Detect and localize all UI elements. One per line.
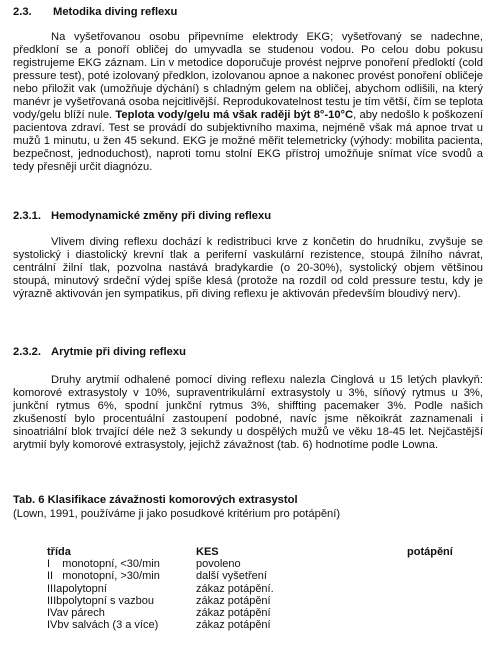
- cell-potapeni: [407, 570, 487, 582]
- section-heading-2-3-1: [13, 210, 271, 222]
- table-row: [47, 607, 487, 619]
- table-row: [47, 570, 487, 582]
- section-title: Arytmie při diving reflexu: [51, 346, 186, 358]
- section-number: 2.3.2.: [13, 346, 41, 358]
- cell-potapeni: [407, 595, 487, 607]
- cell-kes: povoleno: [196, 558, 241, 571]
- cell-potapeni: [407, 607, 487, 619]
- paragraph-text: Druhy arytmií odhalené pomocí diving reflexu nalezla Cinglová u 15 letých plavkyň: komorové extrasystoly v 10%, supraventrikulární extrasystoly u 3%, síňový rytmus u 3%, junkční rytmus 6%, spodní junkční rytmus 3%, shiffting pacemaker 3%. Podle našich zkušeností bylo procentuální zastoupení podobné, navíc jsme někoikrát zaznamenali i sinoatriální blok trvající déle než 3 sekundy u dospělých mužů ve věku 18-45 let. Nejčastější arytmií byly komorové extrasystoly, jejichž závažnost (tab. 6) hodnotíme podle Lowna.: [13, 374, 483, 451]
- paragraph-metodika: [13, 31, 483, 174]
- cell-trida: IIIbpolytopní s vazbou: [47, 594, 155, 607]
- paragraph-arytmie: [13, 374, 483, 452]
- cell-kes: zákaz potápění: [196, 619, 271, 632]
- cell-kes: zákaz potápění.: [196, 582, 274, 595]
- cell-kes: zákaz potápění: [196, 606, 271, 619]
- section-number: 2.3.1.: [13, 210, 41, 222]
- bold-text: Teplota vody/gelu má však raději být 8°-10°C: [115, 109, 354, 121]
- section-title: Hemodynamické změny při diving reflexu: [51, 210, 272, 222]
- cell-trida: II monotopní, >30/min: [47, 570, 160, 583]
- table-row: [47, 619, 487, 631]
- table-header-row: [47, 546, 487, 558]
- section-number: 2.3.: [13, 6, 32, 18]
- section-heading-2-3-2: [13, 346, 186, 358]
- table-row: [47, 558, 487, 570]
- table-row: [47, 595, 487, 607]
- section-title: Metodika diving reflexu: [53, 6, 178, 18]
- paragraph-text: Vlivem diving reflexu dochází k redistribuci krve z končetin do hrudníku, zvyšuje se systolický i diastolický krevní tlak a periferní vaskulární rezistence, stoupá žilního návrat, centrální žilní tlak, pozvolna nastává bradykardie (o 20-30%), systolický objem většinou stoupá, minutový srdeční výdej spíše klesá (protože na rozdíl od cold pressure testu, kdy je výrazně aktivován jen sympatikus, při diving reflexu je aktivován především bloudivý nerv).: [13, 236, 483, 300]
- table-caption: Tab. 6 Klasifikace závažnosti komorových extrasystol: [13, 494, 298, 506]
- cell-trida: IIIapolytopní: [47, 582, 107, 595]
- paragraph-text: , aby nedošlo k poškození pacientova zdraví. Test se provádí do subjektivního maxima, nejméně však má apnoe trvat u mužů 1 minutu, u žen 45 sekund. EKG je možné měřit telemetricky (výhody: mobilita pacienta, bezpečnost, jednoduchost), naproti tomu stolní EKG přístroj umožňuje snímat více svodů a tedy přesněji určit diagnózu.: [13, 109, 484, 173]
- paragraph-hemodynamicke: [13, 236, 483, 301]
- header-potapeni: potápění: [407, 546, 453, 558]
- section-heading-2-3: [13, 6, 177, 18]
- cell-trida: IVav párech: [47, 606, 105, 619]
- cell-trida: I monotopní, <30/min: [47, 558, 160, 571]
- cell-potapeni: [407, 619, 487, 631]
- cell-kes: další vyšetření: [196, 570, 267, 583]
- cell-trida: IVbv salvách (3 a více): [47, 619, 159, 632]
- lown-classification-table: [47, 546, 487, 631]
- cell-potapeni: [407, 558, 487, 570]
- cell-potapeni: [407, 583, 487, 595]
- table-row: [47, 583, 487, 595]
- header-trida: třída: [47, 546, 71, 558]
- cell-kes: zákaz potápění: [196, 594, 271, 607]
- paragraph-text: Na vyšetřovanou osobu připevníme elektrody EKG; vyšetřovaný se nadechne, předkloní se a ponoří obličej do umyvadla se studenou vodou. Po celou dobu pokusu registrujeme EKG záznam. Lin v metodice doporučuje provést nejprve ponoření předloktí (cold pressure test), poté izolovaný předklon, izolovanou apnoe a nakonec provést ponoření obličeje nebo přiložit vak (umožňuje dýchání) s chladným gelem na obličej, abychom odlišili, na který manévr je vyšetřovaná osoba nejcitlivější. Reprodukovatelnost testu je tím větší, čím se teplota vody/gelu blíží nule.: [13, 31, 483, 121]
- header-kes: KES: [196, 546, 219, 558]
- table-note: (Lown, 1991, používáme ji jako posudkové kritérium pro potápění): [13, 508, 341, 520]
